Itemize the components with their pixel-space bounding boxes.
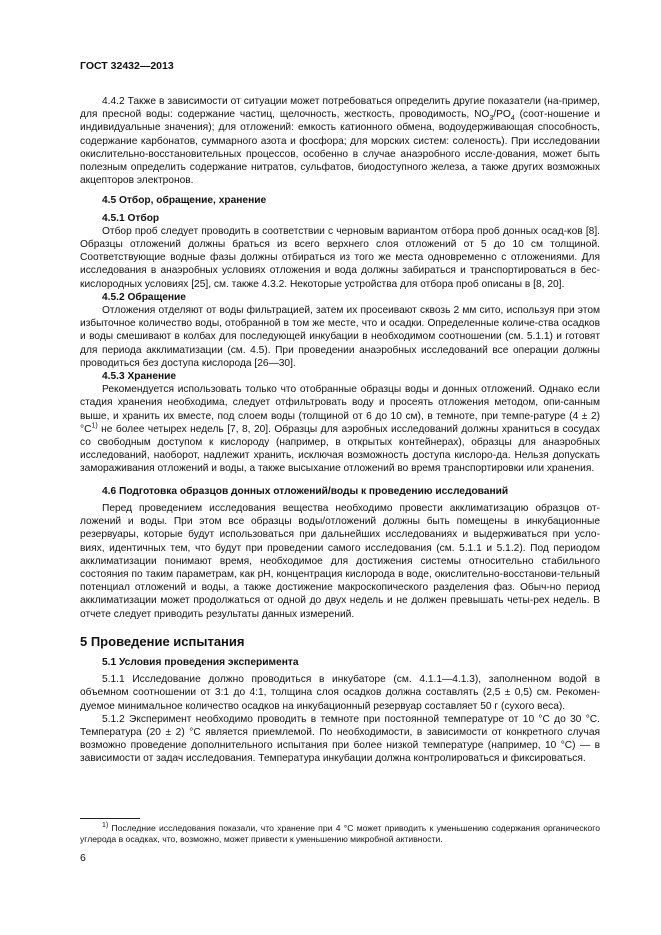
section-heading-4-6: 4.6 Подготовка образцов донных отложений/воды к проведению исследований bbox=[102, 485, 509, 497]
subscript: 4 bbox=[510, 115, 515, 123]
footnote-divider bbox=[80, 818, 140, 819]
paragraph-4-6: Перед проведением исследования вещества необходимо провести акклиматизацию образцов от-ложений и воды. При этом все образцы воды/отложений должны быть помещены в инкубационные резервуары, которые будут использоваться при дальнейших исследованиях и выдерживаться при усло-виях, идентичных тем, что будут при проведении самого исследования (см. 5.1.1 и 5.1.2). Под периодом акклиматизации понимают время, необходимое для достижения системы относительно стабильного состояния по таким параметрам, как pH, концентрация кислорода в воде, окислительно-восстанови-тельный потенциал отложений и воды, а также достижение макроскопического разделения фаз. Обыч-но период акклиматизации может продолжаться от одной до двух недель и не должен превышать четы-рех недель. В отчете следует приводить результаты данных измерений. bbox=[80, 502, 600, 620]
paragraph-4-5-1: Отбор проб следует проводить в соответствии с черновым вариантом отбора проб донных осад-ков [8]. Образцы отложений должны браться из всего верхнего слоя отложений от 5 до 10 см толщиной. Соответствующие водные фазы должны отбираться из того же места одновременно с отложениями. Для исследования в анаэробных условиях отложения и вода должны забираться и транспортироваться в бес-кислородных условиях [25], см. также 4.3.2. Некоторые устройства для отбора проб описаны в [8, 20]. bbox=[80, 225, 600, 290]
text-run: Рекомендуется использовать только что отобранные образцы воды и донных отложений. Однако если стадия хранения необходима, следует отфильтровать воду и просеять отложения методом, опи-санным выше, и хранить их вместе, под слоем воды (толщиной от 6 до 10 см), в темноте, при темпе-ратуре (4 ± 2) °C bbox=[80, 384, 600, 435]
page-number: 6 bbox=[80, 852, 86, 864]
text-run: /PO bbox=[493, 109, 511, 121]
section-heading-5: 5 Проведение испытания bbox=[80, 633, 245, 649]
document-body bbox=[80, 95, 600, 766]
paragraph-4-4-2 bbox=[80, 95, 600, 187]
footnote-mark: 1) bbox=[102, 822, 109, 830]
footnote-text: Последние исследования показали, что хранение при 4 °C может приводить к уменьшению содержания органического углерода в осадках, что, возможно, может привести к уменьшению микробной активности. bbox=[80, 823, 600, 844]
section-heading-4-5-1: 4.5.1 Отбор bbox=[102, 212, 160, 224]
section-heading-4-5: 4.5 Отбор, обращение, хранение bbox=[102, 195, 267, 207]
text-run: (соот-ношение и индивидуальные значения); для отложений: емкость катионного обмена, водоудерживающая способность, содержание карбонатов, суммарного азота и фосфора; для морских систем: соленость). При исследовании окислительно-восстановительных процессов, особенно в случае анаэробного иссле-дования, может быть полезным определить содержание нитратов, сульфатов, биодоступного железа, а также других возможных акцепторов электронов. bbox=[80, 109, 601, 187]
section-heading-4-5-3: 4.5.3 Хранение bbox=[102, 371, 177, 383]
section-heading-5-1: 5.1 Условия проведения эксперимента bbox=[102, 656, 299, 668]
paragraph-5-1-2: 5.1.2 Эксперимент необходимо проводить в темноте при постоянной температуре от 10 °C до 30 °C. Температура (20 ± 2) °C является приемлемой. По необходимости, в зависимости от конкретного случая возможно проведение дополнительного испытания при более низкой температуре (например, 10 °C) — в зависимости от задач исследования. Температура инкубации должна контролироваться и фиксироваться. bbox=[80, 713, 600, 765]
paragraph-5-1-1: 5.1.1 Исследование должно проводиться в инкубаторе (см. 4.1.1—4.1.3), заполненном водой в объемном соотношении от 3:1 до 4:1, толщина слоя осадков должна составлять (2,5 ± 0,5) см. Рекомен-дуемое минимальное количество осадков на инкубационный резервуар составляет 50 г (сухого веса). bbox=[80, 674, 600, 712]
subscript: 3 bbox=[489, 115, 494, 123]
footnote bbox=[80, 823, 600, 845]
page-header-standard: ГОСТ 32432—2013 bbox=[80, 60, 174, 72]
section-heading-4-5-2: 4.5.2 Обращение bbox=[102, 291, 186, 303]
paragraph-4-5-2: Отложения отделяют от воды фильтрацией, затем их просеивают сквозь 2 мм сито, используя при этом избыточное количество воды, отобранной в том же месте, что и осадки. Определенные количе-ства осадков и воды смешивают в колбах для последующей инкубации в необходимом соотношении (см. 5.1.1) и готовят для периода акклиматизации (см. 4.5). При проведении анаэробных исследований все операции должны проводиться без доступа кислорода [26—30]. bbox=[80, 305, 600, 369]
footnote-reference: 1) bbox=[91, 422, 98, 430]
text-run: не более четырех недель [7, 8, 20]. Образцы для аэробных исследований должны храниться в сосудах со свободным доступом к кислороду (например, в открытых контейнерах), образцы для анаэробных исследований, наоборот, надлежит хранить, исключая возможность доступа кислоро-да. Нельзя допускать замораживания отложений и воды, а также высыхание отложений во время транспортировки или хранения. bbox=[80, 423, 600, 475]
paragraph-4-5-3 bbox=[80, 383, 600, 475]
text-run: 4.4.2 Также в зависимости от ситуации может потребоваться определить другие показатели (на-пример, для пресной воды: содержание частиц, щелочность, жесткость, проводимость, NO bbox=[80, 96, 600, 121]
